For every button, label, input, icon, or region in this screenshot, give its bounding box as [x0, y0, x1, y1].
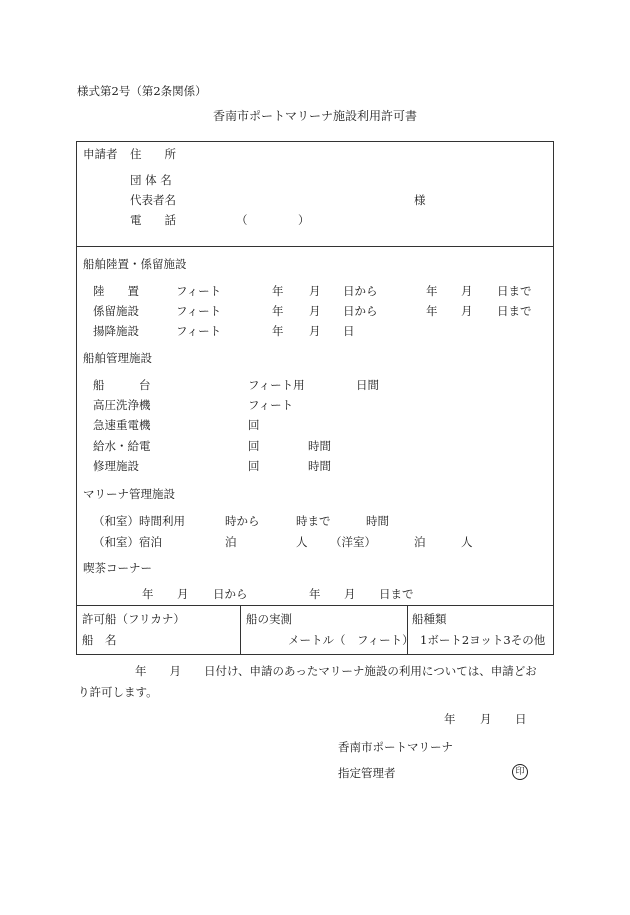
management-heading: 船舶管理施設 [83, 351, 152, 365]
facility-name: （和室）時間利用 [93, 514, 185, 528]
year-label: 年 [426, 304, 438, 318]
from-label: 日から [343, 284, 378, 298]
year-label: 年 [309, 587, 321, 601]
boat-length-unit: メートル（ フィート） [288, 633, 414, 647]
boat-type-options: 1ボート2ヨット3その他 [420, 633, 546, 647]
address-label: 住 所 [130, 147, 176, 161]
unit-label: フィート用 [248, 378, 305, 392]
month-label: 月 [344, 587, 356, 601]
representative-label: 代表者名 [130, 193, 176, 207]
nights-label: 泊 [225, 535, 237, 549]
until-label: 時まで [296, 514, 331, 528]
form-number: 様式第2号（第2条関係） [77, 84, 207, 98]
honorific: 様 [414, 193, 426, 207]
month-label: 月 [177, 587, 189, 601]
permission-text: 年 月 日付け、申請のあったマリーナ施設の利用については、申請どお [135, 664, 537, 678]
month-label: 月 [309, 304, 321, 318]
phone-label: 電 話 [130, 213, 176, 227]
year-label: 年 [444, 712, 456, 726]
mooring-heading: 船舶陸置・係留施設 [83, 257, 187, 271]
document-title: 香南市ポートマリーナ施設利用許可書 [213, 109, 418, 123]
permit-boat-label: 許可船（フリカナ） [82, 612, 185, 626]
hours-label: 時間 [366, 514, 389, 528]
year-label: 年 [142, 587, 154, 601]
unit-label: 回 [248, 459, 260, 473]
year-label: 年 [272, 304, 284, 318]
manager-label: 指定管理者 [338, 766, 396, 780]
section-divider [76, 605, 554, 606]
month-label: 月 [309, 284, 321, 298]
cafe-heading: 喫茶コーナー [83, 561, 152, 575]
unit-label: 回 [248, 418, 260, 432]
facility-name: 係留施設 [93, 304, 139, 318]
column-divider [407, 605, 408, 655]
until-label: 日まで [379, 587, 414, 601]
until-label: 日まで [497, 284, 532, 298]
until-label: 日まで [497, 304, 532, 318]
boat-type-label: 船種類 [412, 612, 447, 626]
persons-label: 人 [461, 535, 473, 549]
duration-label: 時間 [308, 439, 331, 453]
unit-label: フィート [176, 284, 222, 298]
column-divider [240, 605, 241, 655]
from-label: 日から [213, 587, 248, 601]
issuer-name: 香南市ポートマリーナ [338, 740, 453, 754]
facility-name: 給水・給電 [93, 439, 151, 453]
boat-name-label: 船 名 [82, 633, 117, 647]
unit-label: フィート [176, 324, 222, 338]
duration-label: 時間 [308, 459, 331, 473]
group-name-label: 団 体 名 [130, 173, 172, 187]
section-divider [76, 246, 554, 247]
marina-heading: マリーナ管理施設 [83, 487, 175, 501]
facility-name: 修理施設 [93, 459, 139, 473]
boat-length-label: 船の実測 [246, 612, 292, 626]
month-label: 月 [480, 712, 492, 726]
permission-text: り許可します。 [78, 685, 158, 699]
facility-name: 急速重電機 [93, 418, 151, 432]
phone-paren-open: （ [236, 213, 248, 227]
unit-label: フィート [176, 304, 222, 318]
nights-label: 泊 [414, 535, 426, 549]
year-label: 年 [272, 284, 284, 298]
day-label: 日 [515, 712, 527, 726]
facility-name: （和室）宿泊 [93, 535, 162, 549]
day-label: 日 [343, 324, 355, 338]
duration-label: 日間 [356, 378, 379, 392]
year-label: 年 [272, 324, 284, 338]
from-label: 時から [225, 514, 260, 528]
from-label: 日から [343, 304, 378, 318]
month-label: 月 [461, 284, 473, 298]
year-label: 年 [426, 284, 438, 298]
seal-icon: 印 [512, 764, 528, 780]
facility-name: 船 台 [93, 378, 151, 392]
facility-name: 陸 置 [93, 284, 139, 298]
month-label: 月 [461, 304, 473, 318]
applicant-label: 申請者 [83, 147, 118, 161]
phone-paren-close: ） [298, 213, 310, 227]
facility-name: 高圧洗浄機 [93, 398, 151, 412]
unit-label: フィート [248, 398, 294, 412]
facility-name: 揚降施設 [93, 324, 139, 338]
persons-label: 人 [296, 535, 308, 549]
western-room-label: （洋室） [330, 535, 376, 549]
month-label: 月 [309, 324, 321, 338]
unit-label: 回 [248, 439, 260, 453]
